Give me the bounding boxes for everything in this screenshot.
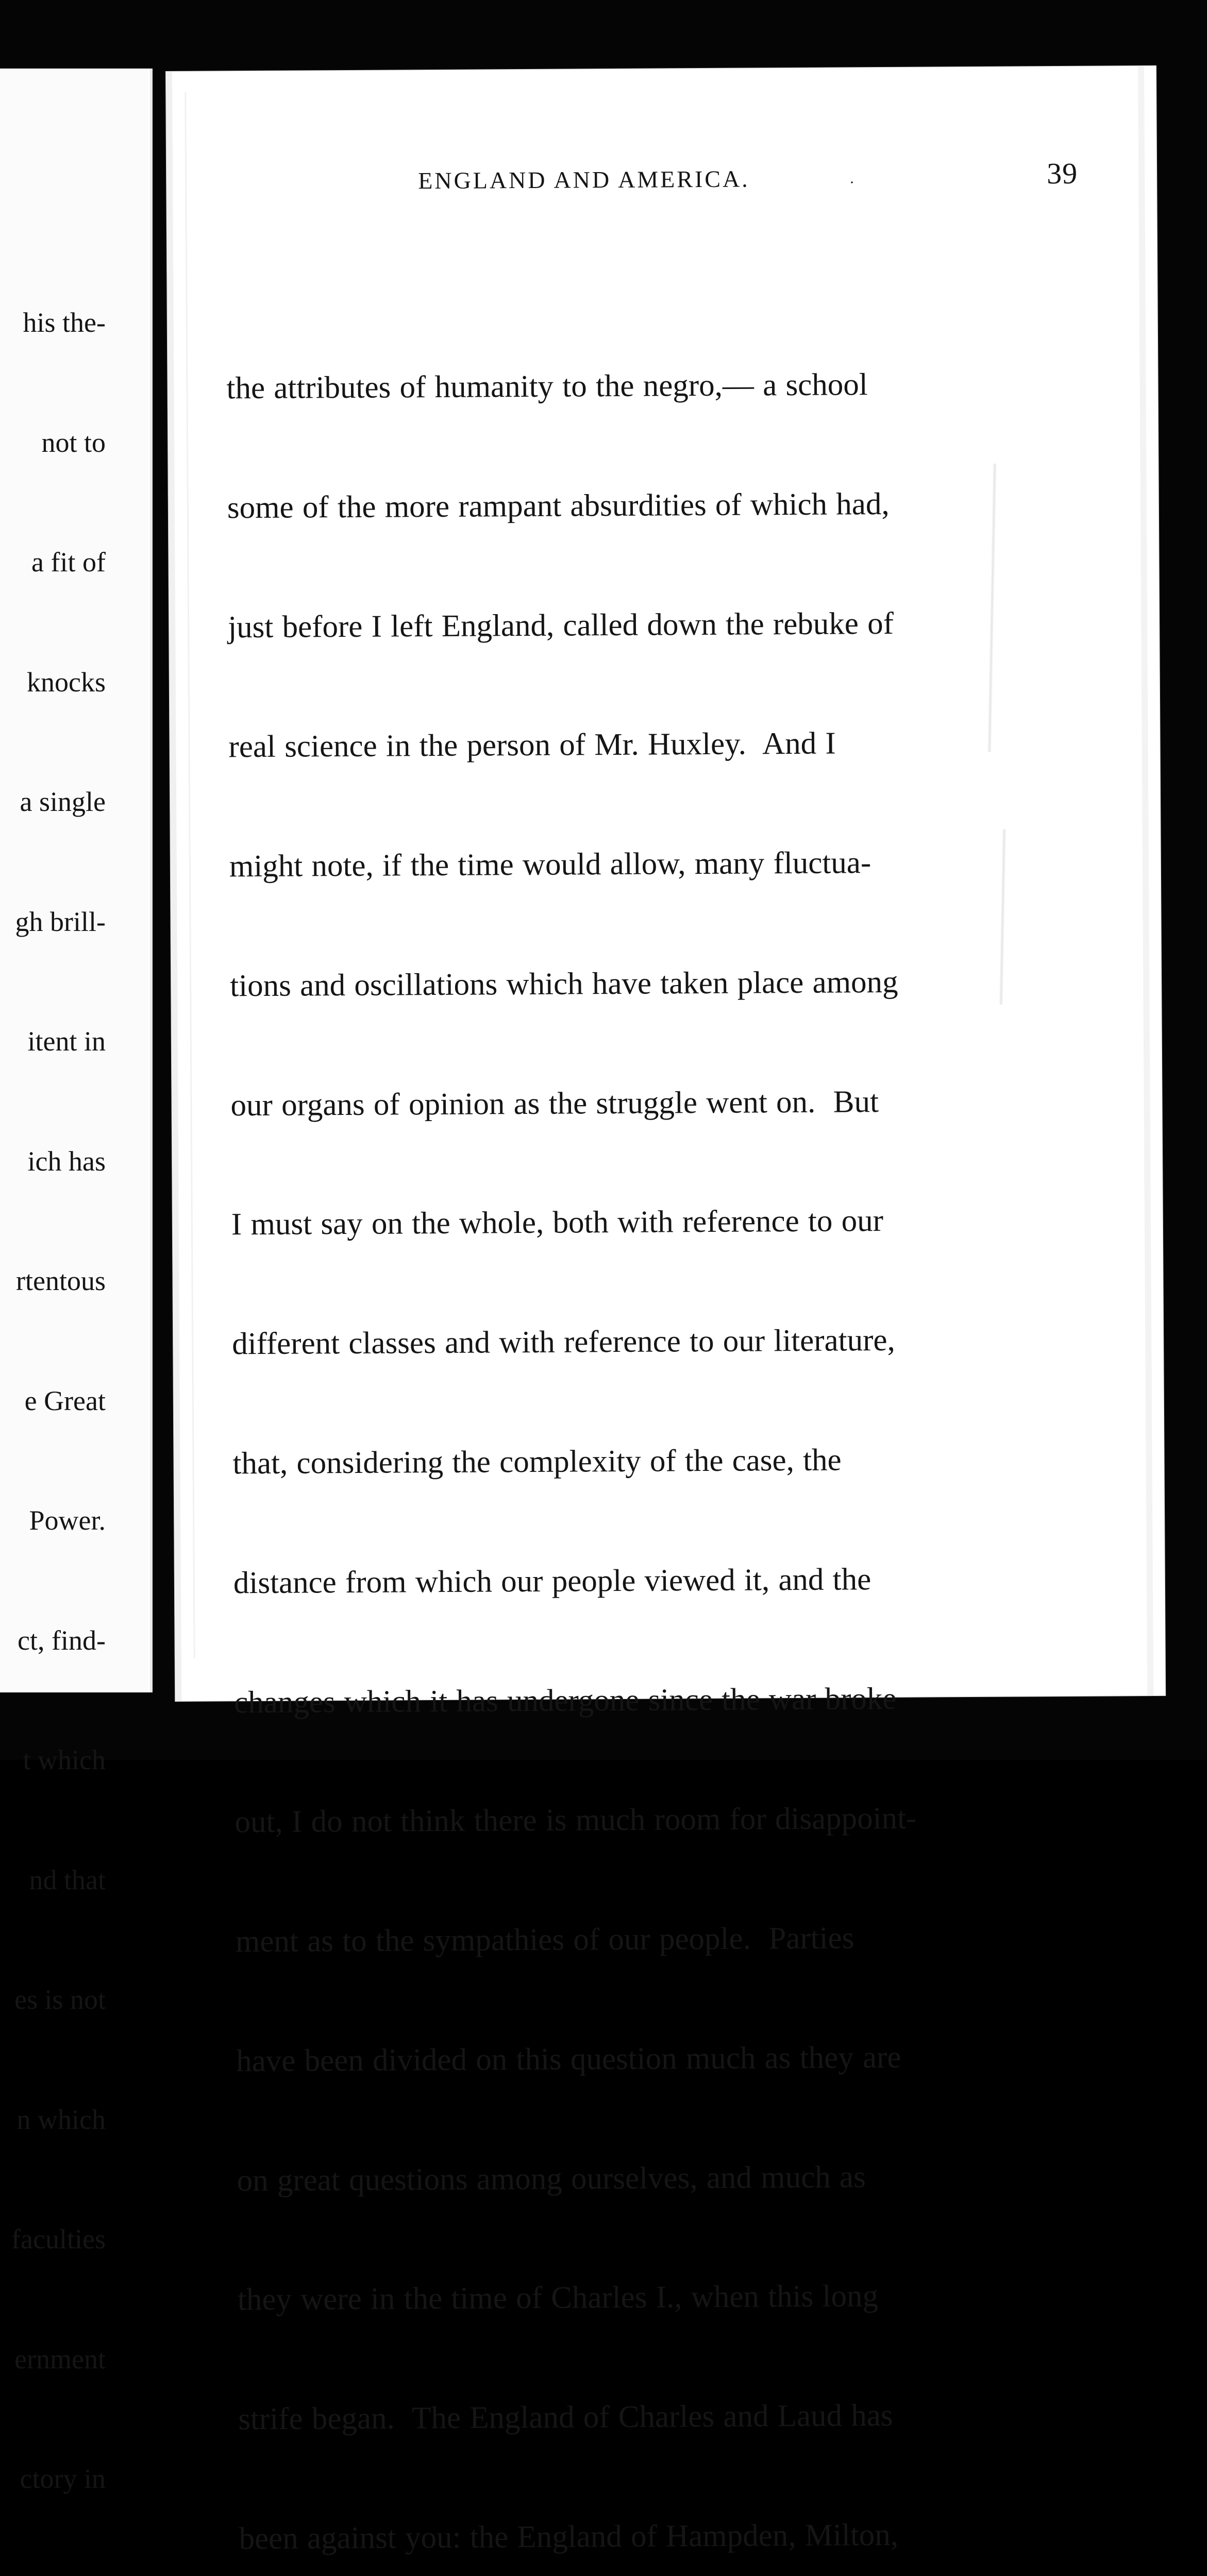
- left-text-line: knocks: [27, 666, 106, 698]
- body-text-line: distance from which our people viewed it, and the: [233, 1562, 871, 1601]
- left-text-line: his the-: [23, 307, 106, 338]
- body-text-line: on great questions among ourselves, and much as: [237, 2159, 866, 2198]
- left-text-line: ich has: [27, 1145, 106, 1177]
- body-text-line: that, considering the complexity of the case, the: [232, 1443, 842, 1481]
- right-book-page: [166, 66, 1165, 2556]
- page-number: 39: [1046, 156, 1078, 191]
- left-text-line: e Great: [24, 1385, 106, 1416]
- body-text-line: different classes and with reference to our literature,: [232, 1323, 895, 1362]
- left-text-line: ct, find-: [18, 1624, 106, 1656]
- left-text-line: itent in: [27, 1026, 106, 1057]
- body-text-line: have been divided on this question much as they are: [236, 2040, 901, 2078]
- left-page-text-fragment: [0, 223, 106, 2576]
- left-page-fragment: [0, 69, 153, 2494]
- body-text-line: real science in the person of Mr. Huxley. And I: [228, 726, 836, 765]
- body-text-line: strife began. The England of Charles and Laud has: [238, 2398, 893, 2437]
- body-text-line: the attributes of humanity to the negro,— a school: [226, 367, 868, 406]
- left-text-line: ernment: [14, 2343, 106, 2375]
- body-text-line: ment as to the sympathies of our people. Parties: [235, 1921, 854, 1959]
- left-text-line: rtentous: [16, 1265, 106, 1296]
- page-body-text: [226, 205, 1054, 2576]
- left-text-line: Power.: [29, 1505, 106, 1536]
- body-text-line: tions and oscillations which have taken place among: [230, 964, 898, 1003]
- left-text-line: a fit of: [31, 547, 106, 578]
- running-head-mark: .: [850, 170, 854, 187]
- left-text-line: es is not: [14, 1984, 106, 2015]
- body-text-line: been against you: the England of Hampden, Milton,: [239, 2518, 899, 2556]
- left-text-line: n which: [16, 2104, 106, 2135]
- body-text-line: I must say on the whole, both with reference to our: [231, 1204, 884, 1242]
- running-title: ENGLAND AND AMERICA.: [418, 165, 750, 194]
- body-text-line: just before I left England, called down the rebuke of: [228, 606, 894, 645]
- left-text-line: a single: [20, 786, 106, 817]
- body-text-line: they were in the time of Charles I., when this long: [237, 2279, 879, 2317]
- body-text-line: out, I do not think there is much room for disappoint-: [234, 1801, 917, 1840]
- left-text-line: ctory in: [20, 2463, 106, 2494]
- body-text-line: might note, if the time would allow, many fluctua-: [229, 845, 871, 884]
- body-text-line: changes which it has undergone since the war broke: [234, 1681, 897, 1720]
- body-text-line: some of the more rampant absurdities of which had,: [227, 487, 890, 526]
- running-head: [418, 154, 1129, 204]
- left-text-line: nd that: [29, 1864, 106, 1895]
- body-text-line: our organs of opinion as the struggle went on. But: [230, 1084, 879, 1123]
- left-text-line: not to: [41, 427, 106, 458]
- left-text-line: t which: [23, 1744, 106, 1775]
- paragraph-one: [226, 284, 1044, 2576]
- left-text-line: faculties: [11, 2224, 106, 2255]
- left-text-line: gh brill-: [15, 906, 106, 937]
